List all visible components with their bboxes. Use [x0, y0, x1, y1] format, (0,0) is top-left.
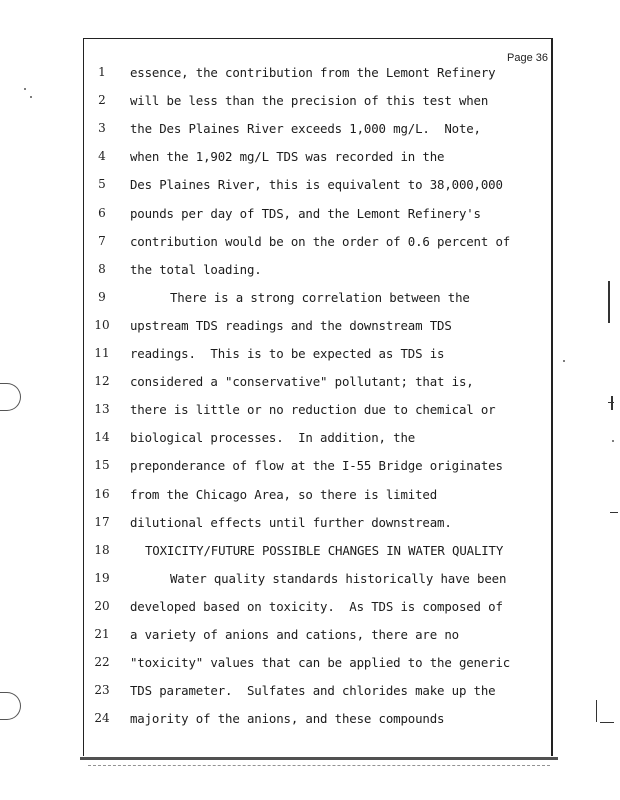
line-text: dilutional effects until further downstream.: [130, 515, 452, 530]
transcript-line: [0, 430, 560, 450]
line-number: 1: [98, 65, 106, 79]
line-text: the Des Plaines River exceeds 1,000 mg/L. Note,: [130, 121, 481, 136]
transcript-line: [0, 402, 560, 422]
line-text: readings. This is to be expected as TDS is: [130, 346, 445, 361]
line-number: 7: [98, 234, 106, 248]
transcript-line: [0, 655, 560, 675]
transcript-line: [0, 374, 560, 394]
line-number: 21: [94, 627, 110, 641]
line-number: 2: [98, 93, 106, 107]
line-text: TDS parameter. Sulfates and chlorides make up the: [130, 683, 496, 698]
scan-mark: [608, 402, 614, 403]
line-text: There is a strong correlation between the: [170, 290, 470, 305]
line-number: 5: [98, 177, 106, 191]
transcript-line: [0, 599, 560, 619]
line-text: "toxicity" values that can be applied to the generic: [130, 655, 511, 670]
line-number: 14: [94, 430, 110, 444]
scan-speck: [30, 96, 32, 98]
transcript-line: [0, 206, 560, 226]
line-number: 9: [98, 290, 106, 304]
line-text: pounds per day of TDS, and the Lemont Refinery's: [130, 206, 481, 221]
transcript-line: [0, 683, 560, 703]
scan-mark: [610, 512, 618, 513]
line-text: contribution would be on the order of 0.6 percent of: [130, 234, 511, 249]
line-text: TOXICITY/FUTURE POSSIBLE CHANGES IN WATER QUALITY: [145, 543, 504, 558]
line-number: 22: [94, 655, 110, 669]
line-text: Des Plaines River, this is equivalent to 38,000,000: [130, 177, 503, 192]
line-text: essence, the contribution from the Lemont Refinery: [130, 65, 496, 80]
scan-speck: [612, 440, 614, 442]
line-text: Water quality standards historically have been: [170, 571, 507, 586]
line-text: developed based on toxicity. As TDS is composed of: [130, 599, 503, 614]
transcript-line: [0, 571, 560, 591]
line-number: 19: [94, 571, 110, 585]
scan-mark: [600, 722, 614, 723]
line-text: upstream TDS readings and the downstream TDS: [130, 318, 452, 333]
transcript-line: [0, 290, 560, 310]
line-number: 3: [98, 121, 106, 135]
line-text: preponderance of flow at the I-55 Bridge originates: [130, 458, 503, 473]
transcript-line: [0, 543, 560, 563]
transcript-line: [0, 487, 560, 507]
transcript-line: [0, 458, 560, 478]
scan-speck: [24, 88, 26, 90]
line-number: 10: [94, 318, 110, 332]
bottom-scan-noise: [88, 765, 550, 766]
transcript-line: [0, 711, 560, 731]
transcript-line: [0, 65, 560, 85]
page-border: [83, 38, 553, 756]
transcript-line: [0, 627, 560, 647]
line-text: when the 1,902 mg/L TDS was recorded in the: [130, 149, 445, 164]
line-text: biological processes. In addition, the: [130, 430, 416, 445]
line-number: 8: [98, 262, 106, 276]
line-number: 24: [94, 711, 110, 725]
transcript-line: [0, 318, 560, 338]
transcript-line: [0, 177, 560, 197]
line-text: there is little or no reduction due to chemical or: [130, 402, 496, 417]
line-number: 23: [94, 683, 110, 697]
scan-mark: [611, 396, 613, 410]
line-text: the total loading.: [130, 262, 262, 277]
line-number: 16: [94, 487, 110, 501]
page-number: Page 36: [507, 52, 548, 64]
line-number: 13: [94, 402, 110, 416]
transcript-line: [0, 234, 560, 254]
bottom-border: [80, 757, 558, 760]
transcript-line: [0, 515, 560, 535]
transcript-line: [0, 93, 560, 113]
transcript-line: [0, 346, 560, 366]
scan-mark: [608, 281, 610, 323]
transcript-line: [0, 149, 560, 169]
line-number: 20: [94, 599, 110, 613]
line-text: majority of the anions, and these compounds: [130, 711, 445, 726]
line-text: a variety of anions and cations, there are no: [130, 627, 459, 642]
line-number: 6: [98, 206, 106, 220]
line-text: considered a "conservative" pollutant; that is,: [130, 374, 474, 389]
line-number: 11: [94, 346, 110, 360]
scan-speck: [563, 360, 565, 362]
line-number: 4: [98, 149, 106, 163]
transcript-line: [0, 262, 560, 282]
line-number: 17: [94, 515, 110, 529]
line-number: 12: [94, 374, 110, 388]
line-number: 18: [94, 543, 110, 557]
scan-mark: [596, 700, 597, 722]
transcript-line: [0, 121, 560, 141]
line-text: will be less than the precision of this test when: [130, 93, 489, 108]
line-text: from the Chicago Area, so there is limited: [130, 487, 438, 502]
line-number: 15: [94, 458, 110, 472]
